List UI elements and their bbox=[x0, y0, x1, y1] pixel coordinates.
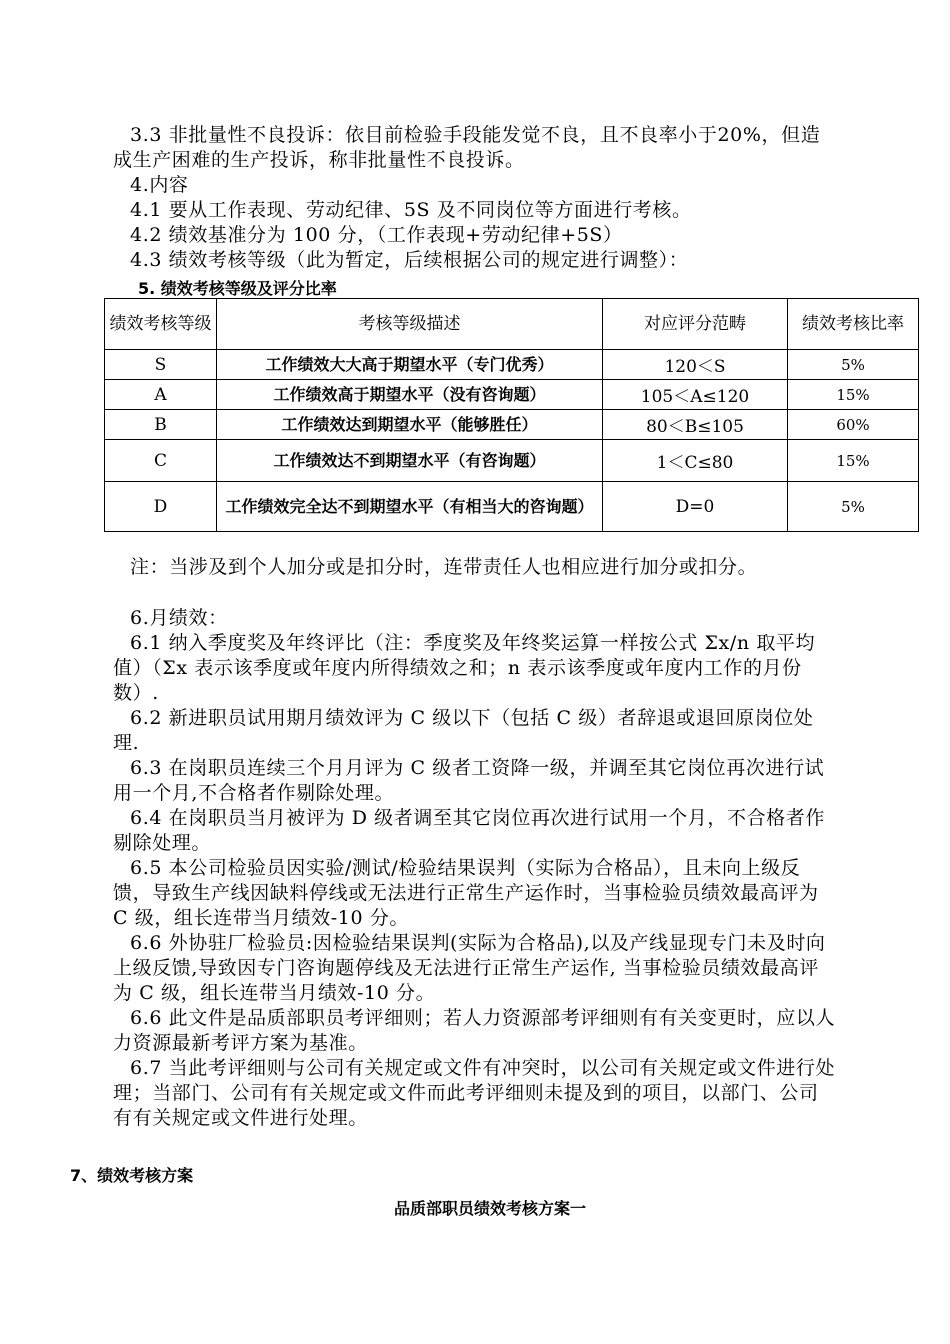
table-row bbox=[105, 440, 919, 482]
paragraph-4-2: 4.2 绩效基准分为 100 分，（工作表现+劳动纪律+5S） bbox=[130, 224, 623, 246]
section-7-heading: 7、绩效考核方案 bbox=[70, 1166, 194, 1185]
paragraph-6-3: 6.3 在岗职员连续三个月月评为 C 级者工资降一级，并调至其它岗位再次进行试用一个月,不合格者作剔除处理。 bbox=[113, 757, 825, 804]
ratio-cell: 5% bbox=[788, 350, 919, 380]
paragraph-4-1: 4.1 要从工作表现、劳动纪律、5S 及不同岗位等方面进行考核。 bbox=[130, 199, 692, 221]
table-header-row bbox=[105, 299, 919, 350]
section-4-title: 4.内容 bbox=[130, 174, 189, 196]
table-caption: 5. 绩效考核等级及评分比率 bbox=[138, 279, 337, 298]
plan-title: 品质部职员绩效考核方案一 bbox=[393, 1199, 586, 1218]
header-description: 考核等级描述 bbox=[217, 299, 603, 350]
grade-cell: D bbox=[105, 482, 217, 532]
ratio-cell: 15% bbox=[788, 440, 919, 482]
description-cell: 工作绩效完全达不到期望水平（有相当大的咨询题） bbox=[217, 482, 603, 532]
table-row bbox=[105, 350, 919, 380]
ratio-cell: 60% bbox=[788, 410, 919, 440]
range-cell: D=0 bbox=[603, 482, 788, 532]
description-cell: 工作绩效高于期望水平（没有咨询题） bbox=[217, 380, 603, 410]
description-cell: 工作绩效大大高于期望水平（专门优秀） bbox=[217, 350, 603, 380]
paragraph-6-6b: 6.6 此文件是品质部职员考评细则；若人力资源部考评细则有有关变更时，应以人力资源最新考评方案为基准。 bbox=[113, 1007, 836, 1054]
range-cell: 1＜C≤80 bbox=[603, 440, 788, 482]
paragraph-6-1: 6.1 纳入季度奖及年终评比（注：季度奖及年终奖运算一样按公式 Σx/n 取平均值）（Σx 表示该季度或年度内所得绩效之和；n 表示该季度或年度内工作的月份数）. bbox=[113, 632, 816, 704]
paragraph-3-3: 3.3 非批量性不良投诉：依目前检验手段能发觉不良，且不良率小于20%，但造成生产困难的生产投诉，称非批量性不良投诉。 bbox=[113, 124, 821, 171]
paragraph-6-2: 6.2 新进职员试用期月绩效评为 C 级以下（包括 C 级）者辞退或退回原岗位处理. bbox=[113, 707, 814, 754]
table-row bbox=[105, 410, 919, 440]
grade-cell: C bbox=[105, 440, 217, 482]
note-paragraph: 注：当涉及到个人加分或是扣分时，连带责任人也相应进行加分或扣分。 bbox=[130, 556, 758, 578]
header-ratio: 绩效考核比率 bbox=[788, 299, 919, 350]
range-cell: 80＜B≤105 bbox=[603, 410, 788, 440]
grade-cell: S bbox=[105, 350, 217, 380]
table-row bbox=[105, 380, 919, 410]
range-cell: 120＜S bbox=[603, 350, 788, 380]
section-6-title: 6.月绩效： bbox=[130, 607, 228, 629]
range-cell: 105＜A≤120 bbox=[603, 380, 788, 410]
header-score-range: 对应评分范畴 bbox=[603, 299, 788, 350]
header-grade: 绩效考核等级 bbox=[105, 299, 217, 350]
description-cell: 工作绩效达不到期望水平（有咨询题） bbox=[217, 440, 603, 482]
grade-table bbox=[104, 298, 919, 532]
ratio-cell: 15% bbox=[788, 380, 919, 410]
paragraph-6-5: 6.5 本公司检验员因实验/测试/检验结果误判（实际为合格品），且未向上级反馈，导致生产线因缺料停线或无法进行正常生产运作时，当事检验员绩效最高评为 C 级，组长连带当月绩效-10 分。 bbox=[113, 857, 819, 929]
paragraph-4-3: 4.3 绩效考核等级（此为暂定，后续根据公司的规定进行调整）： bbox=[130, 249, 689, 271]
table-row bbox=[105, 482, 919, 532]
grade-cell: B bbox=[105, 410, 217, 440]
paragraph-6-4: 6.4 在岗职员当月被评为 D 级者调至其它岗位再次进行试用一个月，不合格者作剔除处理。 bbox=[113, 807, 825, 854]
ratio-cell: 5% bbox=[788, 482, 919, 532]
description-cell: 工作绩效达到期望水平（能够胜任） bbox=[217, 410, 603, 440]
paragraph-6-7: 6.7 当此考评细则与公司有关规定或文件有冲突时，以公司有关规定或文件进行处理；当部门、公司有有关规定或文件而此考评细则未提及到的项目，以部门、公司有有关规定或文件进行处理。 bbox=[113, 1057, 836, 1129]
grade-cell: A bbox=[105, 380, 217, 410]
paragraph-6-6a: 6.6 外协驻厂检验员:因检验结果误判(实际为合格品),以及产线显现专门未及时向上级反馈,导致因专门咨询题停线及无法进行正常生产运作, 当事检验员绩效最高评为 C 级，组长连带当月绩效-10 分。 bbox=[113, 932, 826, 1004]
